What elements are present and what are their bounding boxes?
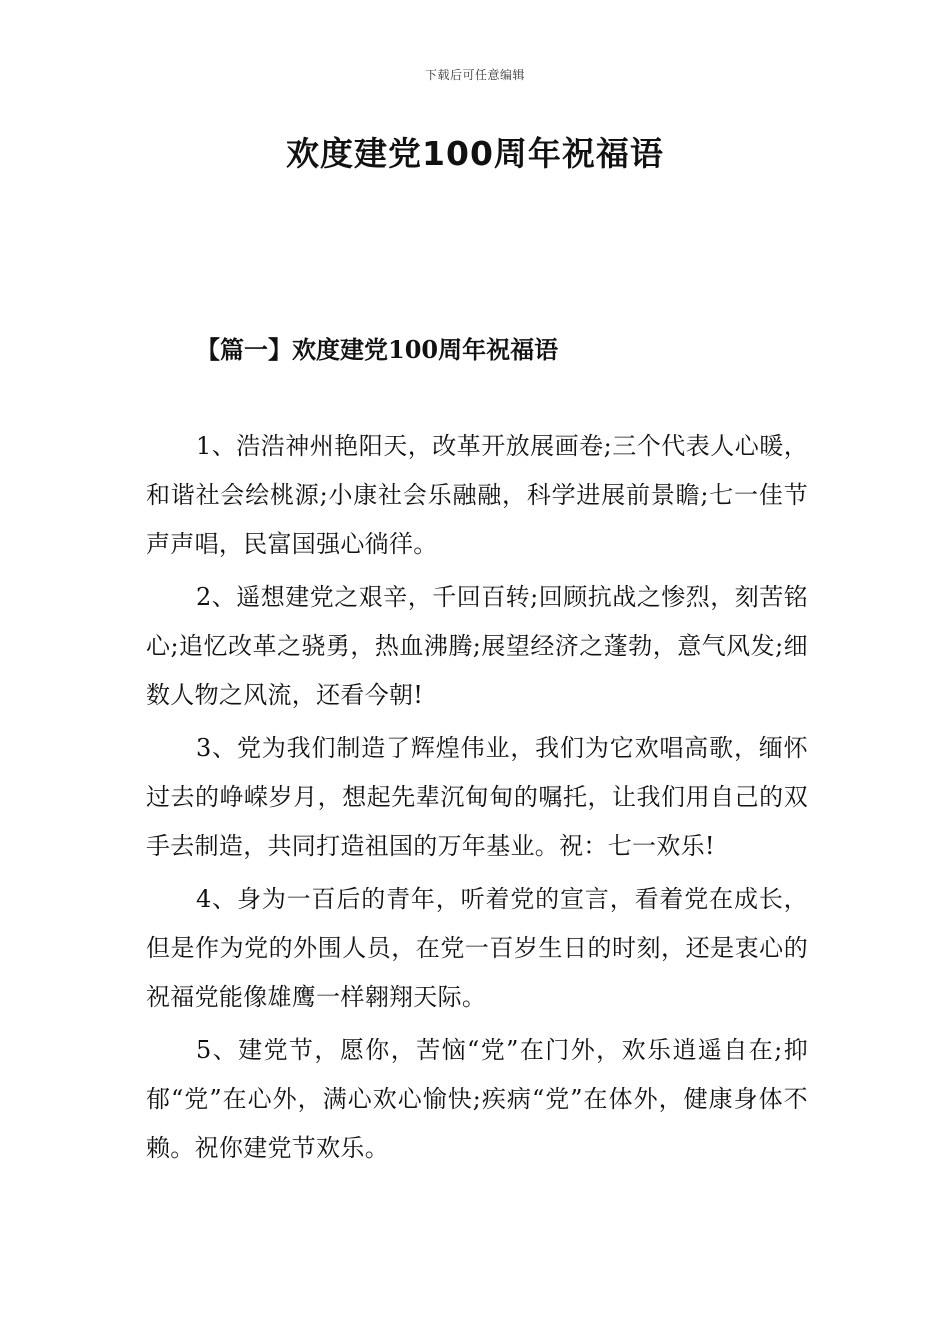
paragraph-2: 2、遥想建党之艰辛，千回百转;回顾抗战之惨烈，刻苦铭心;追忆改革之骁勇，热血沸腾;展望经济之蓬勃，意气风发;细数人物之风流，还看今朝! — [146, 583, 808, 709]
header-note: 下载后可任意编辑 — [424, 68, 525, 82]
document-body — [146, 422, 808, 1177]
section-heading: 【篇一】欢度建党100周年祝福语 — [196, 335, 559, 364]
paragraph-3: 3、党为我们制造了辉煌伟业，我们为它欢唱高歌，缅怀过去的峥嵘岁月，想起先辈沉甸甸的嘱托，让我们用自己的双手去制造，共同打造祖国的万年基业。祝：七一欢乐! — [146, 734, 808, 860]
document-title: 欢度建党100周年祝福语 — [286, 134, 664, 173]
paragraph-5: 5、建党节，愿你，苦恼“党”在门外，欢乐逍遥自在;抑郁“党”在心外，满心欢心愉快;疾病“党”在体外，健康身体不赖。祝你建党节欢乐。 — [146, 1036, 808, 1162]
paragraph-4: 4、身为一百后的青年，听着党的宣言，看着党在成长，但是作为党的外围人员，在党一百岁生日的时刻，还是衷心的祝福党能像雄鹰一样翱翔天际。 — [146, 885, 808, 1011]
paragraph-1: 1、浩浩神州艳阳天，改革开放展画卷;三个代表人心暖，和谐社会绘桃源;小康社会乐融融，科学进展前景瞻;七一佳节声声唱，民富国强心徜徉。 — [146, 432, 808, 558]
